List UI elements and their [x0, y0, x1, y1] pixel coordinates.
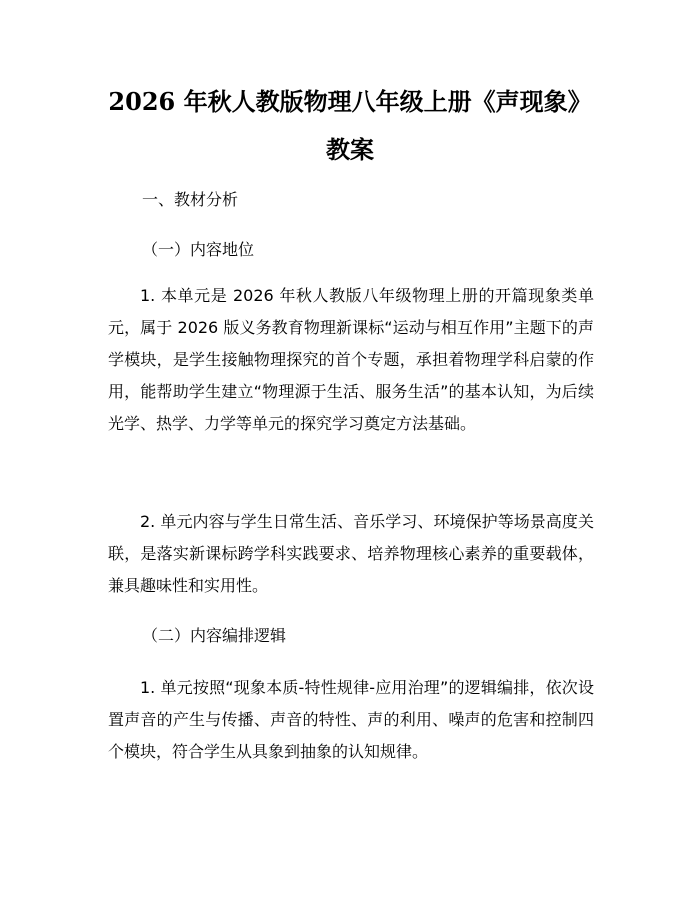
document-title-line-1: 2026 年秋人教版物理八年级上册《声现象》 — [108, 87, 592, 116]
paragraph-unit-arrangement: 1. 单元按照“现象本质-特性规律-应用治理”的逻辑编排，依次设置声音的产生与传播、声音的特性、声的利用、噪声的危害和控制四个模块，符合学生从具象到抽象的认知规律。 — [108, 678, 594, 761]
subsection-heading-content-position: （一）内容地位 — [142, 240, 255, 259]
document-title-line-2: 教案 — [326, 135, 374, 164]
paragraph-unit-relevance: 2. 单元内容与学生日常生活、音乐学习、环境保护等场景高度关联，是落实新课标跨学科实践要求、培养物理核心素养的重要载体，兼具趣味性和实用性。 — [108, 512, 594, 595]
paragraph-unit-position: 1. 本单元是 2026 年秋人教版八年级物理上册的开篇现象类单元，属于 2026 版义务教育物理新课标“运动与相互作用”主题下的声学模块，是学生接触物理探究的首个专题，承担着物理学科启蒙的作用，能帮助学生建立“物理源于生活、服务生活”的基本认知，为后续光学、热学、力学等单元的探究学习奠定方法基础。 — [108, 286, 594, 433]
subsection-heading-content-arrangement: （二）内容编排逻辑 — [142, 626, 287, 645]
section-heading-teaching-material-analysis: 一、教材分析 — [142, 190, 239, 209]
